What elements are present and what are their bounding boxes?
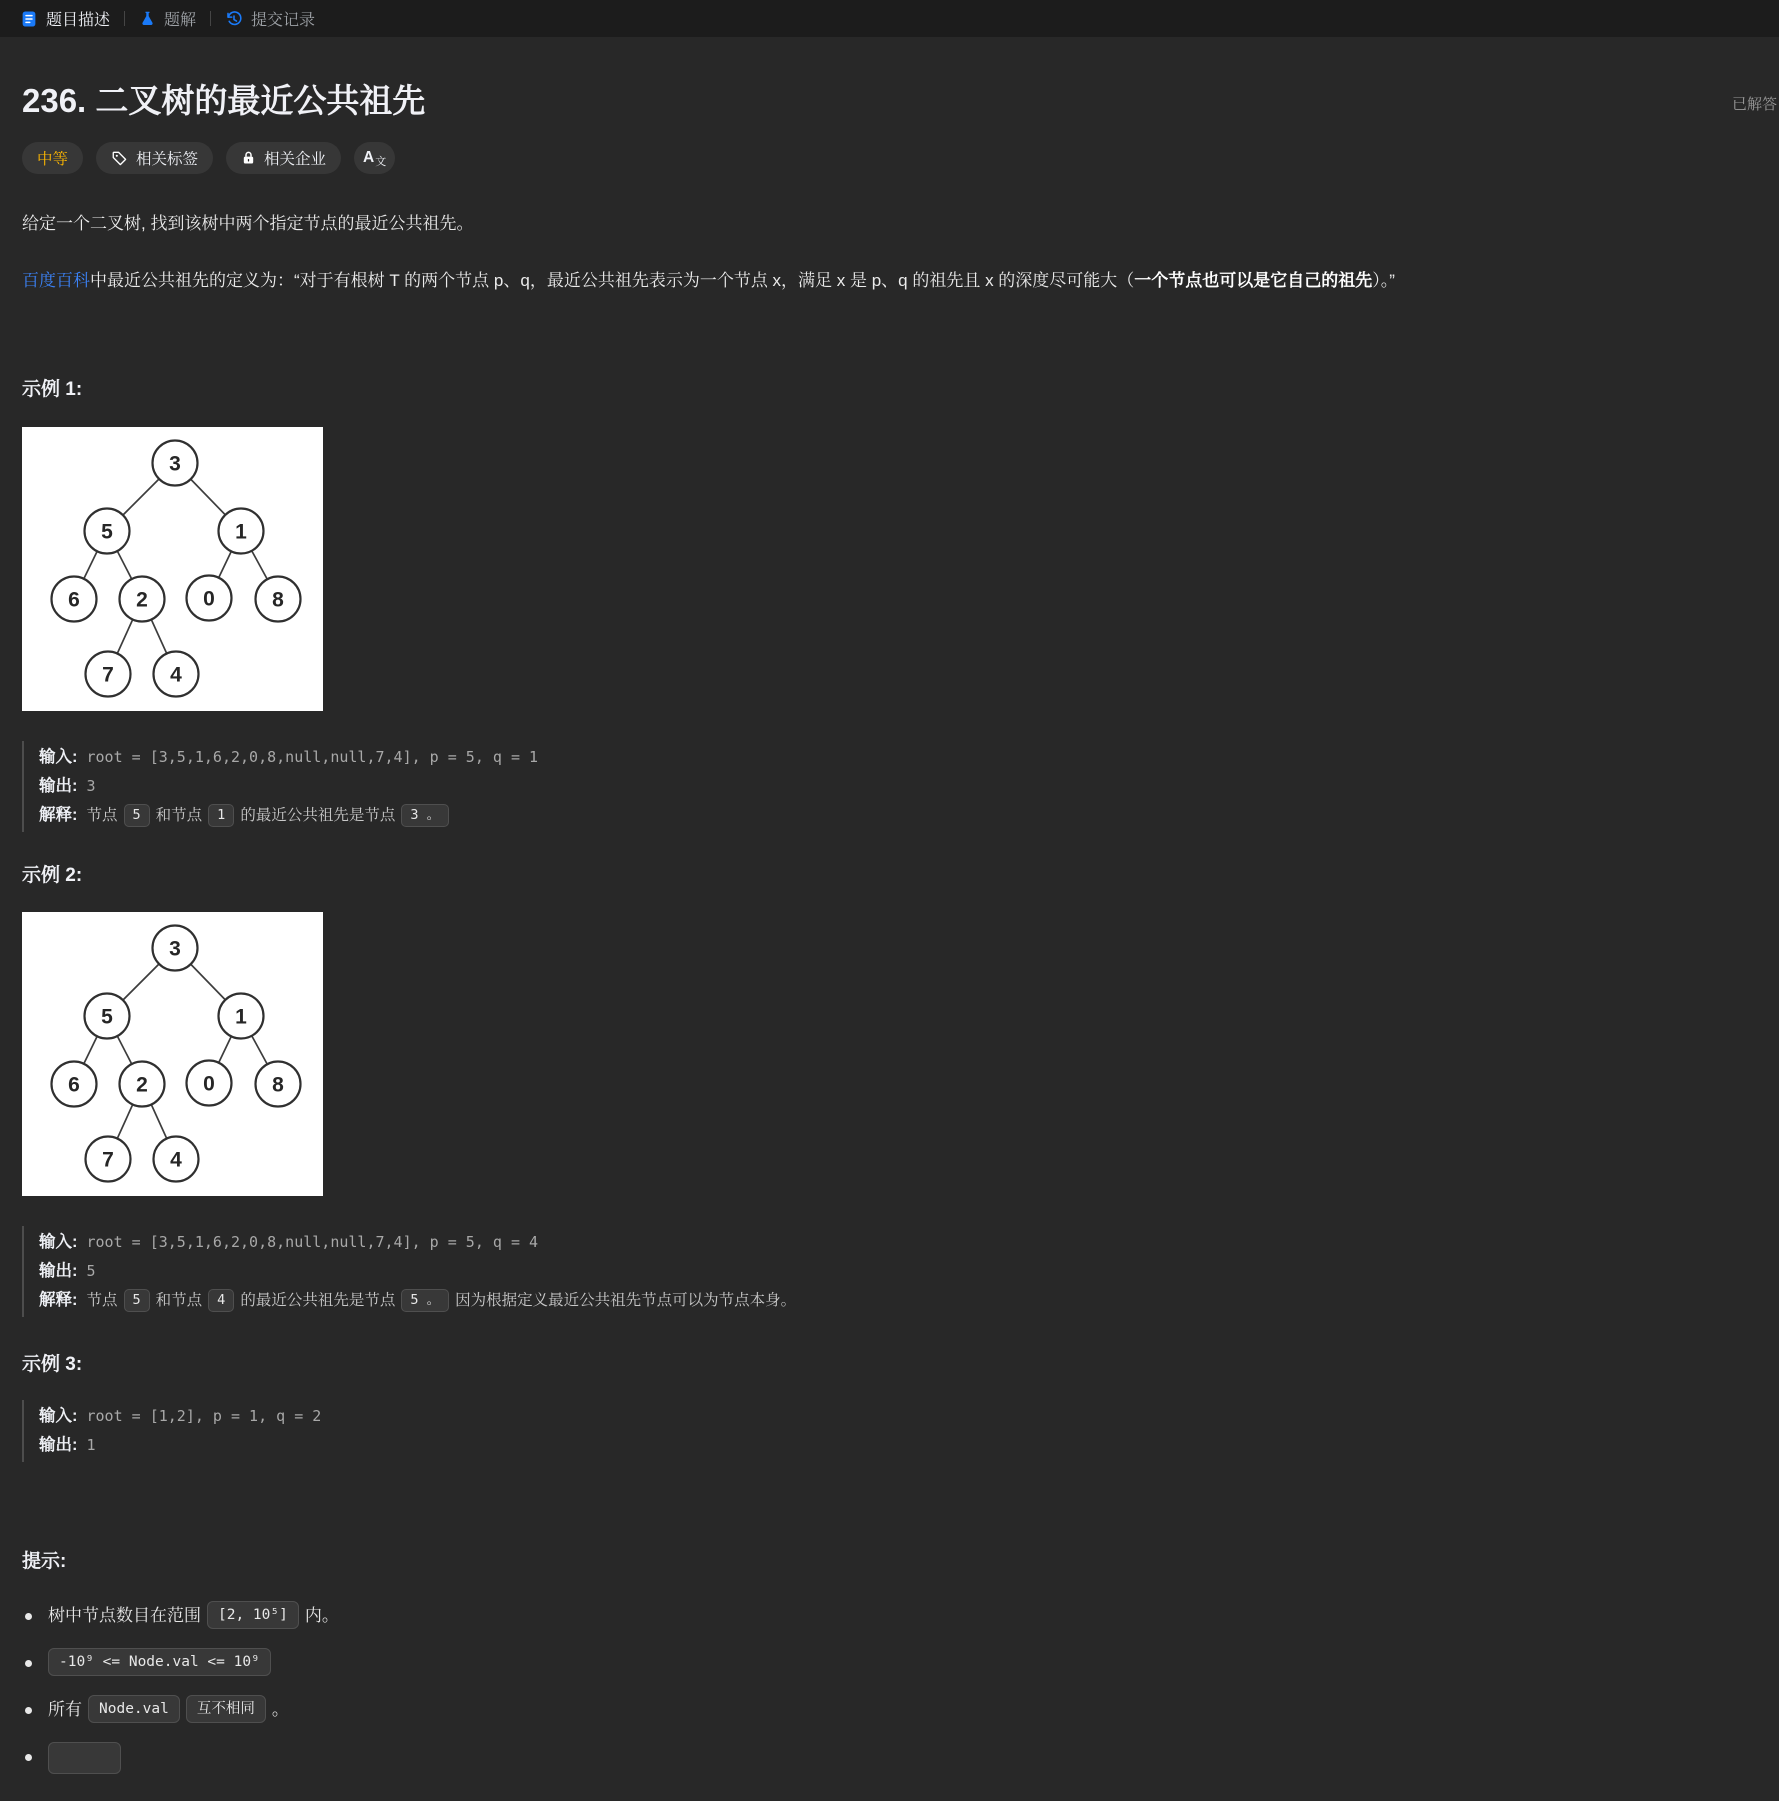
solved-status-badge: 已解答 (1731, 96, 1777, 113)
explanation-label: 解释: (39, 1291, 78, 1309)
svg-text:7: 7 (102, 1148, 114, 1172)
example-3-input-value: root = [1,2], p = 1, q = 2 (86, 1407, 322, 1425)
related-tags-button[interactable] (96, 142, 213, 174)
hints-heading: 提示: (22, 1551, 67, 1572)
example-2-explanation-line: 解释: 节点 5 和节点 4 的最近公共祖先是节点 5 。 因为根据定义最近公共祖先节点可以为节点本身。 (39, 1286, 1757, 1315)
constraints-list (22, 1601, 1757, 1784)
example-2-input-line (39, 1228, 1757, 1257)
inline-code-cutoff (48, 1742, 121, 1774)
example-1-input-value: root = [3,5,1,6,2,0,8,null,null,7,4], p = 5, q = 1 (86, 748, 539, 766)
related-companies-label: 相关企业 (264, 151, 327, 168)
baidu-baike-link[interactable]: 百度百科 (22, 271, 90, 290)
svg-text:2: 2 (136, 1073, 148, 1097)
inline-code: -10⁹ <= Node.val <= 10⁹ (48, 1648, 271, 1676)
page-title: 236. 二叉树的最近公共祖先 (22, 82, 426, 119)
example-1-heading: 示例 1: (22, 379, 83, 400)
svg-text:8: 8 (272, 1073, 284, 1097)
svg-text:0: 0 (203, 1072, 215, 1096)
explanation-label: 解释: (39, 806, 78, 824)
definition-text: 中最近公共祖先的定义为：“对于有根树 T 的两个节点 p、q，最近公共祖先表示为一个节点 x，满足 x 是 p、q 的祖先且 x 的深度尽可能大（ (90, 271, 1135, 290)
definition-text-end: ）。” (1372, 271, 1395, 290)
constraint-node-value-range (22, 1648, 1757, 1678)
example-1-output-line (39, 772, 1757, 801)
badge-row (22, 142, 1757, 174)
tab-submissions[interactable] (225, 7, 315, 30)
tab-bar (0, 0, 1779, 37)
problem-description-panel (0, 37, 1779, 1801)
tab-solutions[interactable] (139, 7, 196, 30)
flask-icon (139, 10, 156, 27)
example-1-io-block (22, 741, 1757, 832)
tab-solutions-label: 题解 (164, 12, 197, 29)
example-3-heading: 示例 3: (22, 1354, 83, 1375)
svg-text:1: 1 (235, 520, 247, 544)
problem-statement: 给定一个二叉树, 找到该树中两个指定节点的最近公共祖先。 (22, 214, 474, 233)
svg-text:8: 8 (272, 588, 284, 612)
inline-code: 5 (124, 1289, 150, 1312)
related-tags-label: 相关标签 (136, 151, 199, 168)
inline-code: 1 (208, 804, 234, 827)
constraint-unique-values: 所有 Node.val 互不相同 。 (22, 1695, 1757, 1725)
tab-divider (210, 11, 211, 26)
example-3-output-line (39, 1431, 1757, 1460)
inline-code: 互不相同 (186, 1695, 266, 1723)
inline-code: 3 。 (401, 804, 449, 827)
example-3-input-line (39, 1402, 1757, 1431)
example-1-output-value: 3 (86, 777, 96, 795)
tab-submissions-label: 提交记录 (251, 12, 316, 29)
example-2-heading: 示例 2: (22, 865, 83, 886)
difficulty-badge[interactable]: 中等 (22, 142, 83, 174)
svg-text:5: 5 (101, 1005, 113, 1029)
lock-icon (241, 150, 256, 166)
translate-button[interactable] (354, 142, 395, 174)
tab-divider (124, 11, 125, 26)
example-3-output-value: 1 (86, 1436, 96, 1454)
example-2-tree-image (22, 912, 323, 1196)
svg-text:7: 7 (102, 663, 114, 687)
example-1-explanation-line: 解释: 节点 5 和节点 1 的最近公共祖先是节点 3 。 (39, 801, 1757, 830)
example-1-input-line (39, 743, 1757, 772)
svg-text:0: 0 (203, 587, 215, 611)
input-label: 输入: (39, 1407, 78, 1425)
inline-code: 5 。 (401, 1289, 449, 1312)
svg-text:6: 6 (68, 588, 80, 612)
constraint-cutoff (22, 1742, 1757, 1784)
example-2-input-value: root = [3,5,1,6,2,0,8,null,null,7,4], p = 5, q = 4 (86, 1233, 539, 1251)
svg-text:6: 6 (68, 1073, 80, 1097)
tab-description[interactable] (20, 7, 110, 30)
output-label: 输出: (39, 1262, 78, 1280)
svg-text:1: 1 (235, 1005, 247, 1029)
tab-description-label: 题目描述 (46, 12, 111, 29)
svg-text:4: 4 (170, 1148, 182, 1172)
output-label: 输出: (39, 777, 78, 795)
inline-code: [2, 10⁵] (207, 1601, 299, 1629)
example-2-output-line (39, 1257, 1757, 1286)
example-2-output-value: 5 (86, 1262, 96, 1280)
svg-text:3: 3 (169, 452, 181, 476)
translate-icon: A 文 (363, 149, 387, 168)
svg-text:5: 5 (101, 520, 113, 544)
svg-text:2: 2 (136, 588, 148, 612)
inline-code: Node.val (88, 1695, 180, 1723)
svg-text:3: 3 (169, 937, 181, 961)
definition-bold-text: 一个节点也可以是它自己的祖先 (1134, 271, 1373, 290)
input-label: 输入: (39, 748, 78, 766)
example-2-io-block (22, 1226, 1757, 1317)
inline-code: 5 (124, 804, 150, 827)
related-companies-button[interactable] (226, 142, 341, 174)
example-3-io-block (22, 1400, 1757, 1462)
definition-paragraph (22, 269, 1757, 292)
history-icon (225, 10, 243, 28)
svg-text:4: 4 (170, 663, 182, 687)
description-icon (20, 10, 38, 28)
input-label: 输入: (39, 1233, 78, 1251)
inline-code: 4 (208, 1289, 234, 1312)
tag-icon (111, 150, 128, 167)
output-label: 输出: (39, 1436, 78, 1454)
example-1-tree-image (22, 427, 323, 711)
constraint-node-count: 树中节点数目在范围 [2, 10⁵] 内。 (22, 1601, 1757, 1631)
